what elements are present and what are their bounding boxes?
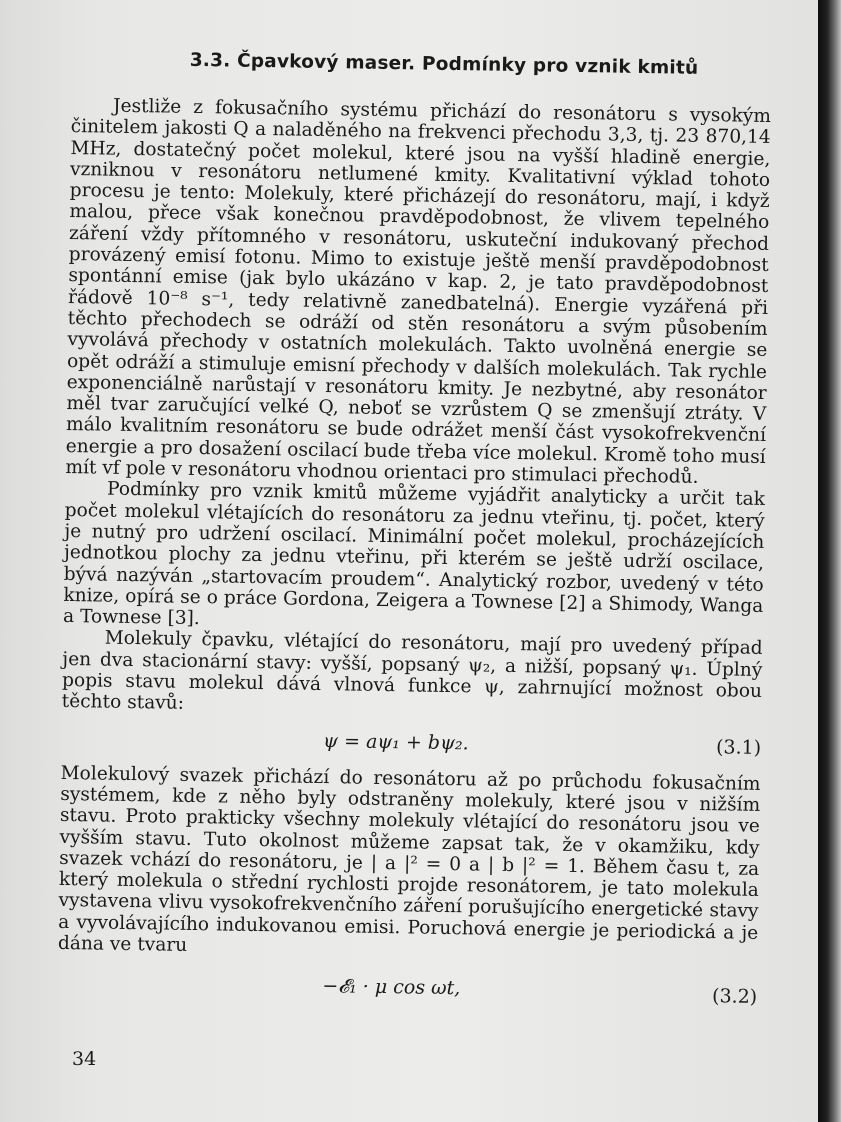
paragraph-3: Molekuly čpavku, vlétající do resonátoru, mají pro uvedený případ jen dva stacionární stavy: vyšší, popsaný ψ₂, a nižší, popsaný ψ₁. Úplný popis stavu molekul dává vlnová funkce ψ, zahrnující možnost obou těchto stavů: — [61, 628, 763, 715]
page-content — [57, 48, 772, 1023]
equation-3-2 — [57, 954, 758, 1023]
paragraph-1: Jestliže z fokusačního systému přichází do resonátoru s vysokým činitelem jakosti Q a naladěného na frekvenci přechodu 3,3, tj. 23 870,14 MHz, dostatečný počet molekul, které jsou na vyšší hladině energie, vzniknou v resonátoru netlumené kmity. Kvalitativní výklad tohoto procesu je tento: Molekuly, které přicházejí do resonátoru, mají, i když malou, přece však konečnou pravděpodobnost, že vlivem tepelného záření vždy přítomného v resonátoru, uskuteční indukovaný přechod provázený emisí fotonu. Mimo to existuje ještě menší pravděpodobnost spontánní emise (jak bylo ukázáno v kap. 2, je tato pravděpodobnost řádově 10⁻⁸ s⁻¹, tedy relativně zanedbatelná). Energie vyzářená při těchto přechodech se odráží od stěn resonátoru a svým působením vyvolává přechody v ostatních molekulách. Takto uvolněná energie se opět odráží a stimuluje emisní přechody v dalších molekulách. Tak rychle exponenciálně narůstají v resonátoru kmity. Je nezbytné, aby resonátor měl tvar zaručující velké Q, neboť se vzrůstem Q se zmenšují ztráty. V málo kvalitním resonátoru se bude odrážet menší část vysokofrekvenční energie a pro dosažení oscilací bude třeba více molekul. Kromě toho musí mít vf pole v resonátoru vhodnou orientaci pro stimulaci přechodů. — [65, 95, 772, 488]
paragraph-2: Podmínky pro vznik kmitů můžeme vyjádřit analyticky a určit tak počet molekul vlétajících do resonátoru za jednu vteřinu, tj. počet, který je nutný pro udržení oscilací. Minimální počet molekul, procházejících jednotkou plochy za jednu vteřinu, při kterém se ještě udrží oscilace, bývá nazýván „startovacím proudem“. Analytický rozbor, uvedený v této knize, opírá se o práce Gordona, Zeigera a Townese [2] a Shimody, Wanga a Townese [3]. — [62, 478, 766, 630]
paragraph-4: Molekulový svazek přichází do resonátoru až po průchodu fokusačním systémem, kde z něho byly odstraněny molekuly, které jsou v nižším stavu. Proto prakticky všechny molekuly vlétající do resonátoru jsou ve vyšším stavu. Tuto okolnost můžeme zapsat tak, že v okamžiku, kdy svazek vchází do resonátoru, je | a |² = 0 a | b |² = 1. Během času t, za který molekula o střední rychlosti projde resonátorem, je tato molekula vystavena vlivu vysokofrekvenčního záření porušujícího energetické stavy a vyvolávajícího indukovanou emisi. Poruchová energie je periodická a je dána ve tvaru — [57, 762, 761, 956]
book-spine-shadow — [818, 0, 841, 1122]
equation-3-1-number: (3.1) — [715, 735, 762, 759]
page-number: 34 — [72, 1048, 97, 1070]
equation-3-2-number: (3.2) — [711, 985, 758, 1009]
equation-3-1-formula: ψ = aψ₁ + bψ₂. — [322, 729, 469, 754]
equation-3-2-formula: −𝓔₁ · μ cos ωt, — [322, 975, 461, 1000]
section-heading: 3.3. Čpavkový maser. Podmínky pro vznik kmitů — [189, 49, 699, 79]
